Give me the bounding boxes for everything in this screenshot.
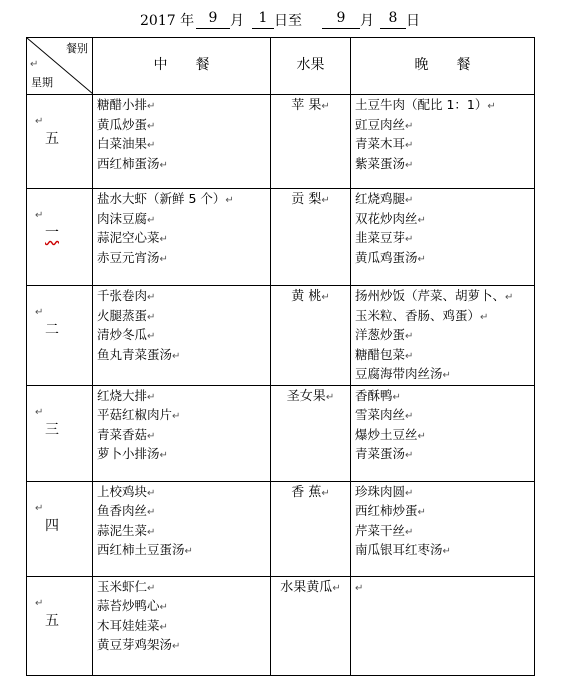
fruit-cell [271,385,351,481]
fruit-name: 水果黄瓜 [280,579,333,595]
dinner-dish [355,155,534,175]
paragraph-mark-icon: ↵ [147,430,156,442]
dinner-dish [355,190,534,210]
fruit-cell [271,95,351,189]
paragraph-mark-icon: ↵ [417,507,426,518]
to-label: 日至 [274,13,302,29]
dish-name: 土豆牛肉（配比 1：1） [355,97,488,112]
dish-name: 千张卷肉 [97,288,148,303]
dish-name: 肉沫豆腐 [97,210,148,226]
paragraph-mark-icon: ↵ [405,140,414,151]
table-row [27,286,535,386]
weekday-cell [27,481,93,576]
weekday-name: 三 [45,421,59,438]
paragraph-mark-icon: ↵ [405,411,414,422]
dinner-header: 晚 餐 [351,38,535,95]
dinner-dish [355,229,534,249]
paragraph-mark-icon: ↵ [159,159,168,171]
dinner-dish [355,426,534,446]
paragraph-mark-icon: ↵ [405,487,414,499]
lunch-dish [97,307,270,327]
fruit-cell [271,286,351,386]
paragraph-mark-icon: ↵ [405,350,414,362]
dish-name: 蒜泥生菜 [97,522,148,538]
dinner-cell [351,385,535,481]
dish-name: 黄瓜炒蛋 [97,116,148,132]
table-row [27,576,535,675]
fruit-name: 苹 果 [291,98,322,113]
lunch-dish [97,406,270,426]
paragraph-mark-icon: ↵ [321,292,330,303]
dish-name: 赤豆元宵汤 [97,249,160,265]
dish-name: 洋葱炒蛋 [355,327,406,342]
fruit-cell [271,576,351,675]
lunch-dish [97,346,270,366]
dish-name: 玉米粒、香肠、鸡蛋） [355,307,481,323]
lunch-dish [97,597,270,617]
meal-type-label: 餐别 [66,42,88,55]
weekday-name: 五 [45,131,59,147]
lunch-cell [93,385,271,481]
paragraph-mark-icon: ↵ [35,502,44,514]
paragraph-mark-icon: ↵ [321,101,330,112]
paragraph-mark-icon: ↵ [392,391,401,403]
paragraph-mark-icon: ↵ [35,406,44,418]
dish-name: 火腿蒸蛋 [97,307,148,323]
dinner-dish [355,483,534,503]
paragraph-mark-icon: ↵ [184,546,193,557]
paragraph-mark-icon: ↵ [442,546,451,557]
month-char-1: 月 [230,13,244,29]
lunch-dish [97,541,270,561]
lunch-cell [93,481,271,576]
weekday-name: 五 [45,612,59,629]
paragraph-mark-icon: ↵ [442,370,451,381]
dinner-dish [355,307,534,327]
dinner-dish [355,346,534,366]
dinner-dish [355,445,534,465]
weekly-menu-table [26,37,535,676]
dinner-cell [351,286,535,386]
day-char: 日 [406,13,420,29]
paragraph-mark-icon: ↵ [172,350,181,362]
dinner-dish [355,326,534,346]
header-row [27,38,535,95]
dish-name: 蒜泥空心菜 [97,230,160,245]
paragraph-mark-icon: ↵ [505,292,514,303]
dish-name: 木耳娃娃菜 [97,617,160,633]
dish-name: 青菜香菇 [97,426,148,442]
paragraph-mark-icon: ↵ [35,597,44,609]
lunch-dish [97,426,270,446]
end-day: 8 [380,10,406,29]
dish-name: 清炒冬瓜 [97,327,148,342]
lunch-cell [93,95,271,189]
paragraph-mark-icon: ↵ [35,210,44,221]
dish-name: 糖醋小排 [97,97,148,112]
dish-name: 豇豆肉丝 [355,116,406,132]
paragraph-mark-icon: ↵ [405,450,414,461]
fruit-cell [271,481,351,576]
lunch-dish [97,135,270,155]
paragraph-mark-icon: ↵ [159,450,168,461]
paragraph-mark-icon: ↵ [147,582,156,594]
table-row [27,385,535,481]
dinner-dish [355,387,534,407]
lunch-dish [97,229,270,249]
dish-name: 黄豆芽鸡架汤 [97,637,173,652]
paragraph-mark-icon: ↵ [417,430,426,442]
dinner-dish [355,502,534,522]
dish-name: 蒜苔炒鸭心 [97,598,160,613]
weekday-cell [27,286,93,386]
dinner-dish [355,541,534,561]
dish-name: 上校鸡块 [97,483,148,499]
dish-name: 盐水大虾（新鲜 5 个） [97,191,226,206]
dish-name: 双花炒肉丝 [355,210,418,226]
paragraph-mark-icon: ↵ [147,331,156,342]
paragraph-mark-icon: ↵ [405,195,414,206]
dinner-dish [355,522,534,542]
dinner-cell [351,481,535,576]
dish-name: 紫菜蛋汤 [355,155,406,171]
table-row [27,95,535,189]
paragraph-mark-icon: ↵ [30,59,39,70]
paragraph-mark-icon: ↵ [225,195,234,206]
paragraph-mark-icon: ↵ [487,101,496,112]
paragraph-mark-icon: ↵ [159,234,168,245]
dinner-dish [355,210,534,230]
fruit-name: 香 蕉 [291,484,322,500]
dish-name: 红烧鸡腿 [355,191,406,206]
lunch-cell [93,576,271,675]
dinner-cell [351,95,535,189]
weekday-name: 四 [45,517,59,534]
fruit-cell [271,189,351,286]
dinner-dish [355,249,534,269]
table-row [27,189,535,286]
paragraph-mark-icon: ↵ [325,391,335,403]
paragraph-mark-icon: ↵ [417,214,426,226]
paragraph-mark-icon: ↵ [172,641,181,652]
year-label: 2017 年 [140,13,195,29]
weekday-cell [27,95,93,189]
dish-name: 平菇红椒肉片 [97,407,173,422]
paragraph-mark-icon: ↵ [405,120,414,132]
lunch-header: 中 餐 [93,38,271,95]
dish-name: 萝卜小排汤 [97,446,160,461]
dinner-dish [355,406,534,426]
paragraph-mark-icon: ↵ [147,391,156,403]
dish-name: 扬州炒饭（芹菜、胡萝卜、 [355,288,506,303]
paragraph-mark-icon: ↵ [147,120,156,132]
weekday-label: 星期 [31,75,53,89]
paragraph-mark-icon: ↵ [405,234,414,245]
paragraph-mark-icon: ↵ [35,307,44,318]
lunch-dish [97,96,270,116]
dish-name: 糖醋包菜 [355,346,406,362]
paragraph-mark-icon: ↵ [405,526,414,538]
dish-name: 黄瓜鸡蛋汤 [355,249,418,265]
fruit-name: 黄 桃 [291,289,322,304]
paragraph-mark-icon: ↵ [405,159,414,171]
lunch-dish [97,210,270,230]
paragraph-mark-icon: ↵ [417,253,426,265]
lunch-dish [97,522,270,542]
paragraph-mark-icon: ↵ [405,331,414,342]
paragraph-mark-icon: ↵ [480,311,489,323]
paragraph-mark-icon: ↵ [321,487,330,499]
lunch-cell [93,286,271,386]
dish-name: 韭菜豆芽 [355,230,406,245]
lunch-dish [97,249,270,269]
fruit-name: 贡 梨 [291,192,322,207]
dinner-dish [355,287,534,307]
lunch-cell [93,189,271,286]
paragraph-mark-icon: ↵ [147,526,156,538]
dish-name: 白菜油果 [97,136,148,151]
dish-name: 南瓜银耳红枣汤 [355,542,443,557]
table-row [27,481,535,576]
dish-name: 西红柿土豆蛋汤 [97,542,185,557]
paragraph-mark-icon: ↵ [147,292,156,303]
fruit-name: 圣女果 [286,388,326,404]
paragraph-mark-icon: ↵ [355,582,364,594]
paragraph-mark-icon: ↵ [321,195,330,206]
lunch-dish [97,636,270,656]
lunch-dish [97,483,270,503]
dish-name: 红烧大排 [97,387,148,403]
weekday-name: 一 [45,225,59,241]
paragraph-mark-icon: ↵ [147,507,156,518]
fruit-header: 水果 [271,38,351,95]
dish-name: 鱼丸青菜蛋汤 [97,346,173,362]
dish-name: 青菜木耳 [355,136,406,151]
menu-date-title [0,10,572,30]
paragraph-mark-icon: ↵ [147,311,156,323]
end-month: 9 [322,10,360,29]
dish-name: 鱼香肉丝 [97,503,148,518]
weekday-name: 二 [45,322,59,338]
dish-name: 西红柿蛋汤 [97,155,160,171]
start-day: 1 [252,10,274,29]
lunch-dish [97,190,270,210]
month-char-2: 月 [360,13,374,29]
lunch-dish [97,387,270,407]
paragraph-mark-icon: ↵ [147,140,156,151]
paragraph-mark-icon: ↵ [35,116,44,127]
dinner-dish [355,116,534,136]
dinner-dish [355,135,534,155]
paragraph-mark-icon: ↵ [147,101,156,112]
paragraph-mark-icon: ↵ [332,582,341,594]
dish-name: 爆炒土豆丝 [355,426,418,442]
dish-name: 雪菜肉丝 [355,407,406,422]
weekday-cell [27,576,93,675]
dinner-cell [351,576,535,675]
dish-name: 玉米虾仁 [97,578,148,594]
lunch-dish [97,445,270,465]
paragraph-mark-icon: ↵ [159,621,168,633]
paragraph-mark-icon: ↵ [147,487,156,499]
start-month: 9 [196,10,230,29]
weekday-cell [27,189,93,286]
dinner-dish [355,365,534,385]
dinner-cell [351,189,535,286]
dish-name: 青菜蛋汤 [355,446,406,461]
lunch-dish [97,617,270,637]
lunch-dish [97,502,270,522]
dinner-dish [355,96,534,116]
dish-name: 豆腐海带肉丝汤 [355,366,443,381]
paragraph-mark-icon: ↵ [172,411,181,422]
weekday-cell [27,385,93,481]
diagonal-header-cell [27,38,93,95]
lunch-dish [97,155,270,175]
dish-name: 芹菜干丝 [355,522,406,538]
paragraph-mark-icon: ↵ [159,253,168,265]
dish-name: 珍珠肉圆 [355,483,406,499]
lunch-dish [97,326,270,346]
paragraph-mark-icon: ↵ [147,214,156,226]
lunch-dish [97,578,270,598]
lunch-dish [97,287,270,307]
dish-name: 西红柿炒蛋 [355,503,418,518]
lunch-dish [97,116,270,136]
dish-name: 香酥鸭 [355,387,393,403]
paragraph-mark-icon: ↵ [159,602,168,613]
